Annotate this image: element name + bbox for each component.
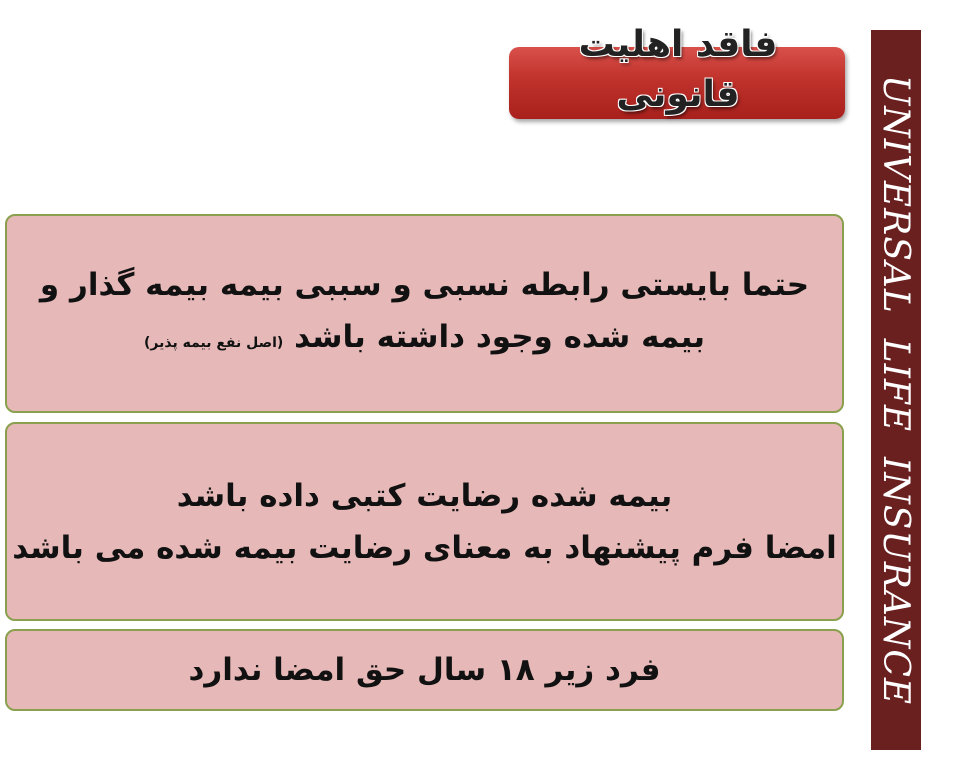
card-2-line-2: امضا فرم پیشنهاد به معنای رضایت بیمه شده می باشد <box>12 529 837 566</box>
condition-card-consent <box>5 422 844 621</box>
card-1-line-2 <box>40 311 809 369</box>
card-1-note: (اصل نفع بیمه پذیر) <box>144 334 284 351</box>
card-1-line-1: حتما بایستی رابطه نسبی و سببی بیمه بیمه گذار و <box>39 266 810 303</box>
title-line-1: فاقد اهلیت <box>578 24 778 65</box>
side-banner-text: UNIVERSAL LIFE INSURANCE <box>875 74 917 706</box>
page-title <box>540 20 816 120</box>
title-line-2: قانونی <box>616 74 740 115</box>
condition-card-age <box>5 629 844 711</box>
card-3-line-1: فرد زیر ۱۸ سال حق امضا ندارد <box>188 652 661 688</box>
card-2-line-1: بیمه شده رضایت کتبی داده باشد <box>176 477 673 514</box>
card-1-line-2-text: بیمه شده وجود داشته باشد <box>294 318 705 355</box>
condition-card-relationship <box>5 214 844 413</box>
